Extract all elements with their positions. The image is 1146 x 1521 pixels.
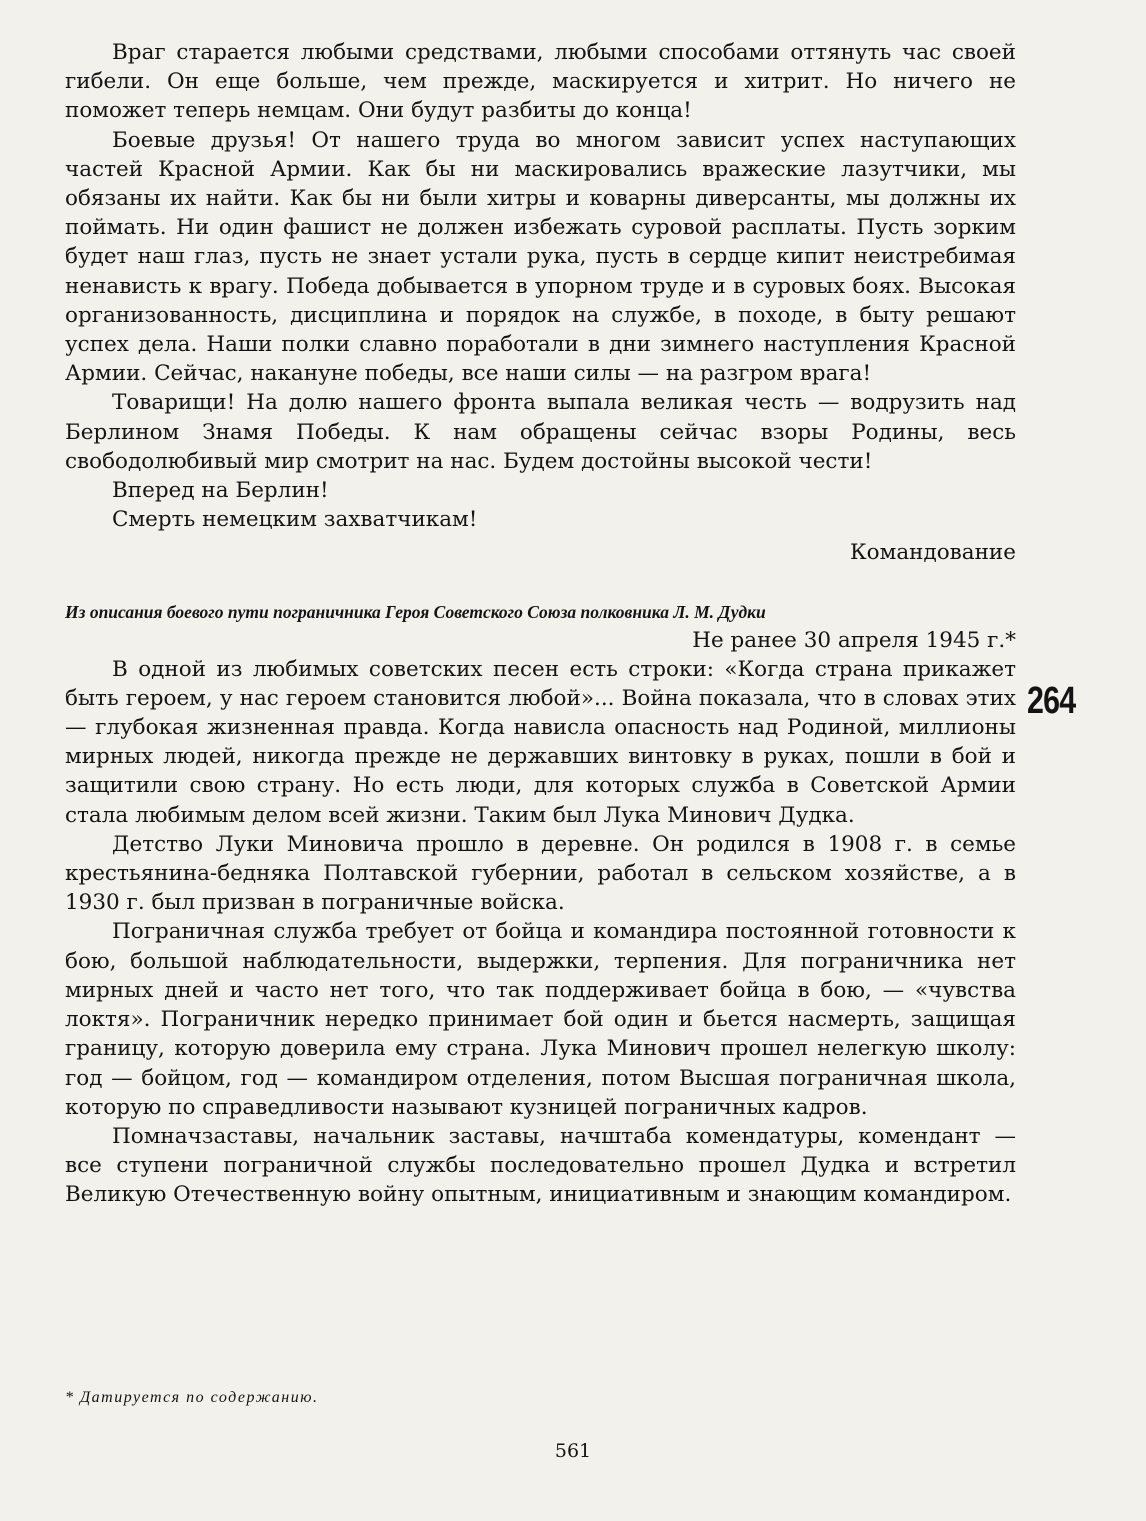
- paragraph: Пограничная служба требует от бойца и командира постоянной готовности к бою, большой наблюдательности, выдержки, терпения. Для пограничника нет мирных дней и часто нет того, что так поддерживает бойца в бою, — «чувства локтя». Пограничник нередко принимает бой один и бьется насмерть, защищая границу, которую доверила ему страна. Лука Минович прошел нелегкую школу: год — бойцом, год — командиром отделения, потом Высшая пограничная школа, которую по справедливости называют кузницей пограничных кадров.: [65, 919, 1016, 1120]
- signature: Командование: [850, 540, 1016, 566]
- paragraph: Товарищи! На долю нашего фронта выпала великая честь — водрузить над Берлином Знамя Победы. К нам обращены сейчас взоры Родины, весь свободолюбивый мир смотрит на нас. Будем достойны высокой чести!: [65, 390, 1016, 474]
- document-number: 264: [1027, 680, 1076, 722]
- footnote: * Датируется по содержанию.: [65, 1389, 319, 1406]
- page-number: 561: [554, 1440, 592, 1462]
- document-heading: Из описания боевого пути пограничника Героя Советского Союза полковника Л. М. Дудки: [65, 601, 766, 622]
- paragraph: Детство Луки Миновича прошло в деревне. Он родился в 1908 г. в семье крестьянина-бедняка Полтавской губернии, работал в сельском хозяйстве, а в 1930 г. был призван в пограничные войска.: [65, 831, 1016, 916]
- document-date: Не ранее 30 апреля 1945 г.*: [692, 627, 1016, 653]
- slogan: Вперед на Берлин!: [112, 478, 329, 504]
- slogan: Смерть немецким захватчикам!: [112, 507, 478, 533]
- paragraph: Помначзаставы, начальник заставы, начштаба комендатуры, комендант — все ступени пограничной службы последовательно прошел Дудка и встретил Великую Отечественную войну опытным, инициативным и знающим командиром.: [65, 1123, 1016, 1208]
- paragraph: Враг старается любыми средствами, любыми способами оттянуть час своей гибели. Он еще больше, чем прежде, маскируется и хитрит. Но ничего не поможет теперь немцам. Они будут разбиты до конца!: [65, 40, 1016, 124]
- text-column: [65, 38, 1016, 1210]
- paragraph: Боевые друзья! От нашего труда во многом зависит успех наступающих частей Красной Армии. Как бы ни маскировались вражеские лазутчики, мы обязаны их найти. Как бы ни были хитры и коварны диверсанты, мы должны их поймать. Ни один фашист не должен избежать суровой расплаты. Пусть зорким будет наш глаз, пусть не знает устали рука, пусть в сердце кипит неистребимая ненависть к врагу. Победа добывается в упорном труде и в суровых боях. Высокая организованность, дисциплина и порядок на службе, в походе, в быту решают успех дела. Наши полки славно поработали в дни зимнего наступления Красной Армии. Сейчас, накануне победы, все наши силы — на разгром врага!: [65, 127, 1016, 387]
- paragraph: В одной из любимых советских песен есть строки: «Когда страна прикажет быть героем, у нас героем становится любой»... Война показала, что в словах этих — глубокая жизненная правда. Когда нависла опасность над Родиной, миллионы мирных людей, никогда прежде не державших винтовку в руках, пошли в бой и защитили свою страну. Но есть люди, для которых служба в Советской Армии стала любимым делом всей жизни. Таким был Лука Минович Дудка.: [65, 656, 1016, 828]
